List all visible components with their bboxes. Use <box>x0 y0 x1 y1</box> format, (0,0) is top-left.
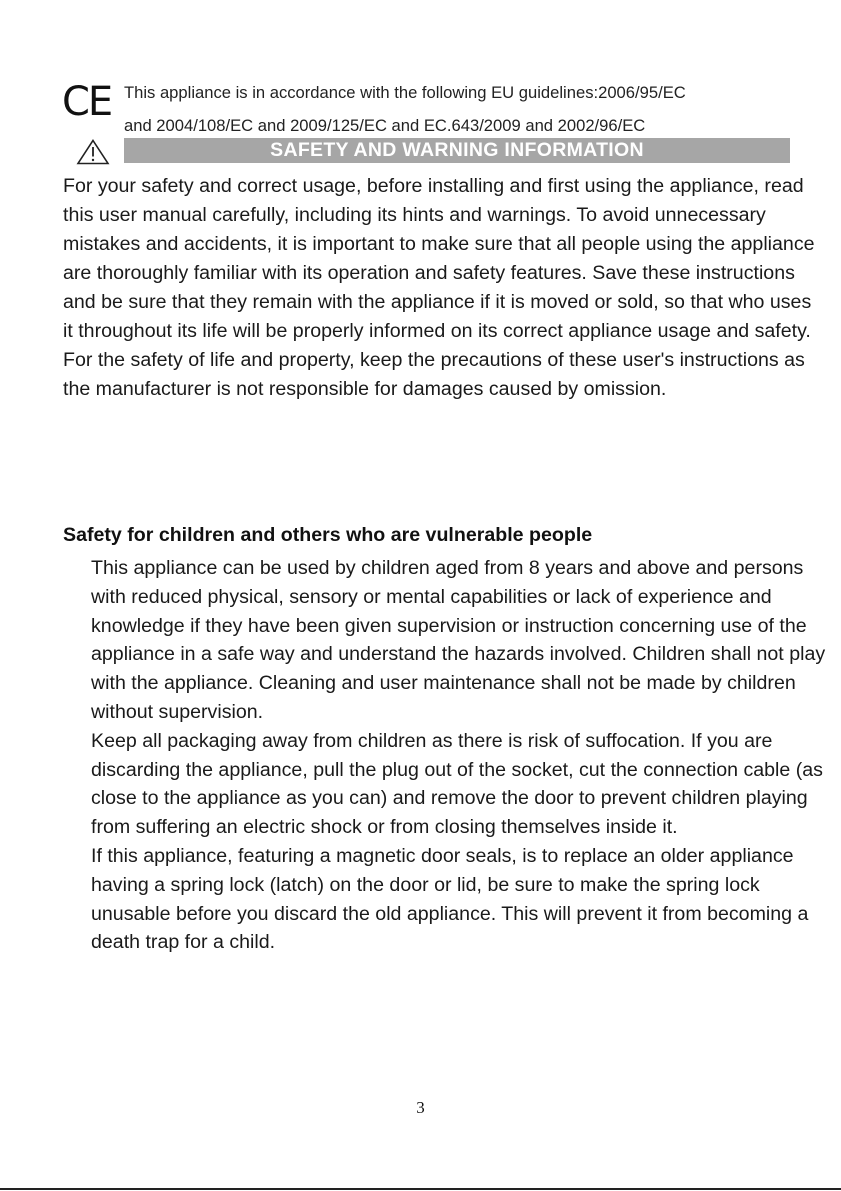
children-paragraph-3: If this appliance, featuring a magnetic door seals, is to replace an older appliance having a spring lock (latch) on the door or lid, be sure to make the spring lock unusable before you discard the old appliance. This will prevent it from becoming a death trap for a child. <box>91 844 809 954</box>
compliance-line-2: and 2004/108/EC and 2009/125/EC and EC.643/2009 and 2002/96/EC <box>124 116 646 135</box>
section-banner: SAFETY AND WARNING INFORMATION <box>124 138 790 163</box>
intro-text <box>63 172 823 404</box>
children-paragraph-1: This appliance can be used by children aged from 8 years and above and persons with reduced physical, sensory or mental capabilities or lack of experience and knowledge if they have been given supervision or instruction concerning use of the appliance in a safe way and understand the hazards involved. Children shall not play with the appliance. Cleaning and user maintenance shall not be made by children without supervision. <box>91 557 826 723</box>
warning-triangle-icon <box>76 139 110 165</box>
children-paragraph-2: Keep all packaging away from children as there is risk of suffocation. If you are discarding the appliance, pull the plug out of the socket, cut the connection cable (as close to the appliance as you can) and remove the door to prevent children playing from suffering an electric shock or from closing themselves inside it. <box>91 729 823 839</box>
compliance-line-1: This appliance is in accordance with the following EU guidelines:2006/95/EC <box>124 83 686 102</box>
page-number: 3 <box>416 1098 425 1117</box>
compliance-statement <box>124 76 804 142</box>
intro-paragraph-2: For the safety of life and property, keep the precautions of these user's instructions as the manufacturer is not responsible for damages caused by omission. <box>63 349 805 400</box>
bottom-rule <box>0 1188 841 1190</box>
children-safety-heading: Safety for children and others who are vulnerable people <box>63 524 593 546</box>
intro-paragraph-1: For your safety and correct usage, before installing and first using the appliance, read this user manual carefully, including its hints and warnings. To avoid unnecessary mistakes and accidents, it is important to make sure that all people using the appliance are thoroughly familiar with its operation and safety features. Save these instructions and be sure that they remain with the appliance if it is moved or sold, so that who uses it throughout its life will be properly informed on its correct appliance usage and safety. <box>63 175 815 342</box>
ce-mark-logo: CE <box>62 79 112 125</box>
children-safety-text <box>64 554 834 957</box>
